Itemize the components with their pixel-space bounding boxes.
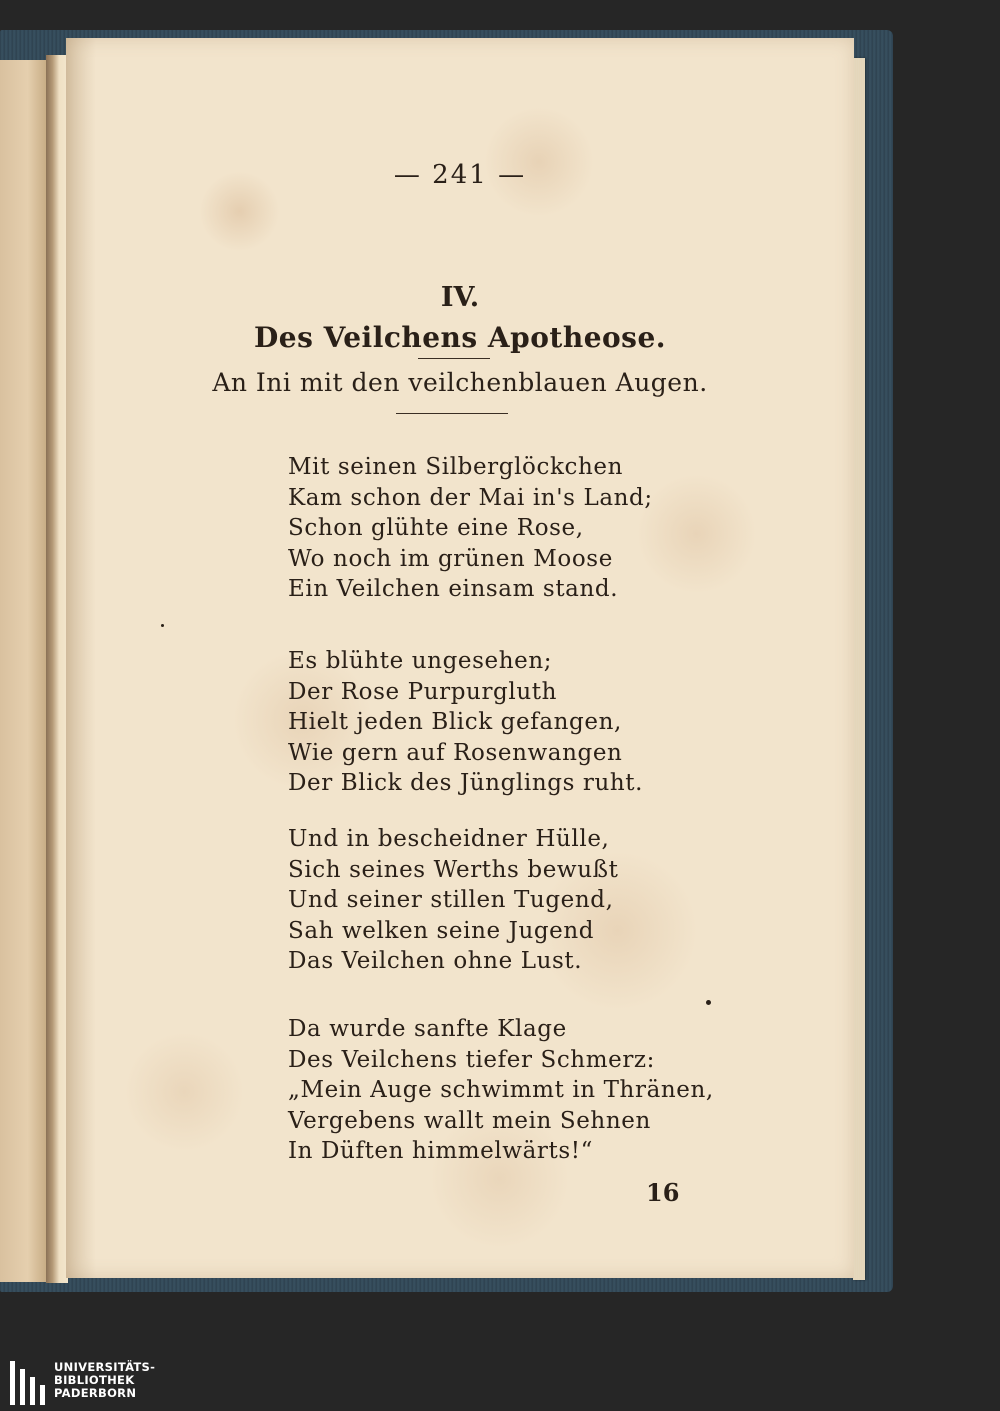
- verse-line: Kam schon der Mai in's Land;: [288, 484, 653, 511]
- verse-line: Der Blick des Jünglings ruht.: [288, 770, 644, 796]
- stanza-1: [288, 452, 653, 605]
- ink-spot: [161, 624, 164, 627]
- library-logo-icon: [10, 1361, 46, 1405]
- verse-line: Da wurde sanfte Klage: [288, 1016, 567, 1042]
- poem-title: Des Veilchens Apotheose.: [253, 321, 667, 354]
- page-stack-edge: [853, 58, 865, 1280]
- verse-line: Ein Veilchen einsam stand.: [288, 576, 619, 602]
- dedication-rule: [396, 413, 508, 414]
- poem-dedication: An Ini mit den veilchenblauen Augen.: [212, 368, 708, 397]
- library-logo-text: [54, 1361, 155, 1400]
- logo-line: UNIVERSITÄTS-: [54, 1360, 156, 1374]
- stanza-3: [288, 824, 618, 977]
- signature-mark: 16: [646, 1178, 680, 1207]
- verse-line: Mit seinen Silberglöckchen: [288, 454, 624, 480]
- book-gutter: [46, 55, 68, 1283]
- left-page-fragment: [0, 60, 46, 1282]
- logo-line: PADERBORN: [54, 1386, 137, 1400]
- verse-line: „Mein Auge schwimmt in Thränen,: [288, 1077, 714, 1103]
- verse-line: Es blühte ungesehen;: [288, 648, 553, 674]
- title-rule: [418, 358, 490, 359]
- verse-line: Und in bescheidner Hülle,: [288, 826, 610, 852]
- ink-spot: [706, 1000, 711, 1005]
- verse-line: Sah welken seine Jugend: [288, 917, 595, 944]
- verse-line: Schon glühte eine Rose,: [288, 515, 584, 541]
- verse-line: Der Rose Purpurgluth: [288, 678, 558, 705]
- section-numeral: IV.: [440, 282, 480, 313]
- verse-line: Vergebens wallt mein Sehnen: [288, 1107, 651, 1134]
- logo-line: BIBLIOTHEK: [54, 1373, 135, 1387]
- verse-line: Wo noch im grünen Moose: [288, 545, 613, 572]
- verse-line: Des Veilchens tiefer Schmerz:: [288, 1046, 655, 1073]
- stanza-2: [288, 646, 643, 799]
- verse-line: In Düften himmelwärts!“: [288, 1138, 593, 1164]
- page-header-number: — 241 —: [393, 160, 527, 190]
- verse-line: Sich seines Werths bewußt: [288, 856, 619, 883]
- book-page: [66, 38, 854, 1278]
- verse-line: Hielt jeden Blick gefangen,: [288, 709, 622, 735]
- verse-line: Das Veilchen ohne Lust.: [288, 948, 583, 974]
- verse-line: Und seiner stillen Tugend,: [288, 887, 614, 913]
- stanza-4: [288, 1014, 714, 1167]
- verse-line: Wie gern auf Rosenwangen: [288, 739, 623, 766]
